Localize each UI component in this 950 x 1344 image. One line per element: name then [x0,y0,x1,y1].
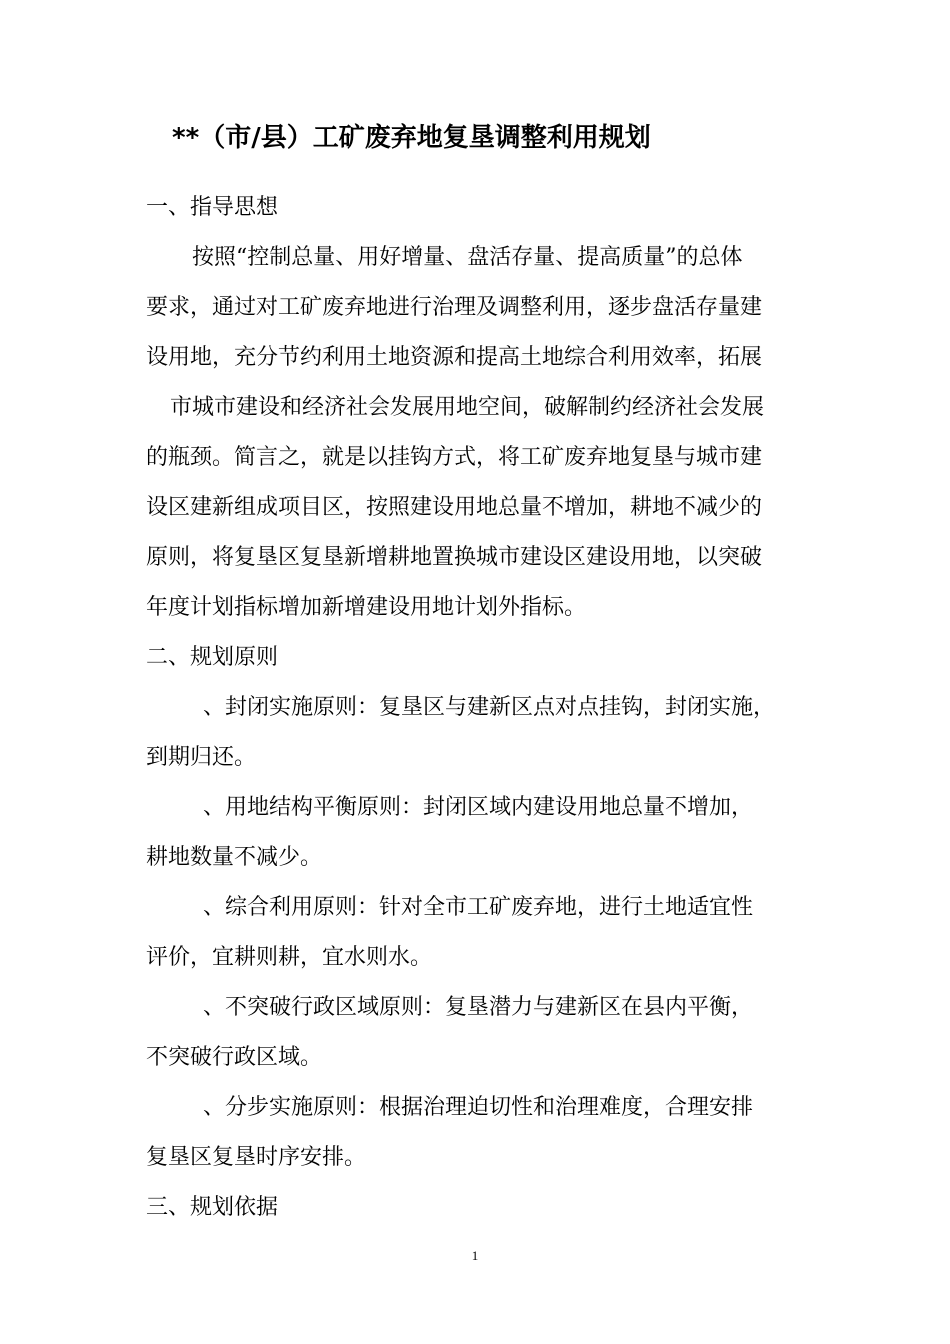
paragraph-line: 设用地，充分节约利用土地资源和提高土地综合利用效率，拓展 [146,345,763,370]
paragraph-line: 市城市建设和经济社会发展用地空间，破解制约经济社会发展 [170,395,765,420]
paragraph-line: 不突破行政区域。 [146,1045,323,1070]
paragraph-line: 、综合利用原则：针对全市工矿废弃地，进行土地适宜性 [203,895,754,920]
paragraph-line: 耕地数量不减少。 [146,845,323,870]
paragraph-line: 评价，宜耕则耕，宜水则水。 [146,945,433,970]
paragraph-line: 、分步实施原则：根据治理迫切性和治理难度，合理安排 [203,1095,754,1120]
page-number: 1 [471,1248,479,1263]
paragraph-line: 要求，通过对工矿废弃地进行治理及调整利用，逐步盘活存量建 [146,295,763,320]
paragraph-line: 、用地结构平衡原则：封闭区域内建设用地总量不增加， [203,795,754,820]
paragraph-line: 、封闭实施原则：复垦区与建新区点对点挂钩，封闭实施， [203,695,776,720]
paragraph-line: 年度计划指标增加新增建设用地计划外指标。 [146,595,587,620]
section-heading-planning-principles: 二、规划原则 [146,645,279,670]
paragraph-line: 设区建新组成项目区，按照建设用地总量不增加，耕地不减少的 [146,495,763,520]
paragraph-line: 原则，将复垦区复垦新增耕地置换城市建设区建设用地，以突破 [146,545,763,570]
paragraph-line: 按照“控制总量、用好增量、盘活存量、提高质量”的总体 [192,245,743,270]
paragraph-line: 复垦区复垦时序安排。 [146,1145,367,1170]
paragraph-line: 的瓶颈。简言之，就是以挂钩方式，将工矿废弃地复垦与城市建 [146,445,763,470]
section-heading-planning-basis: 三、规划依据 [146,1195,279,1220]
paragraph-line: 到期归还。 [146,745,257,770]
document-title: **（市/县）工矿废弃地复垦调整利用规划 [172,123,651,153]
section-heading-guiding-ideology: 一、指导思想 [146,195,279,220]
paragraph-line: 、不突破行政区域原则：复垦潜力与建新区在县内平衡， [203,995,754,1020]
